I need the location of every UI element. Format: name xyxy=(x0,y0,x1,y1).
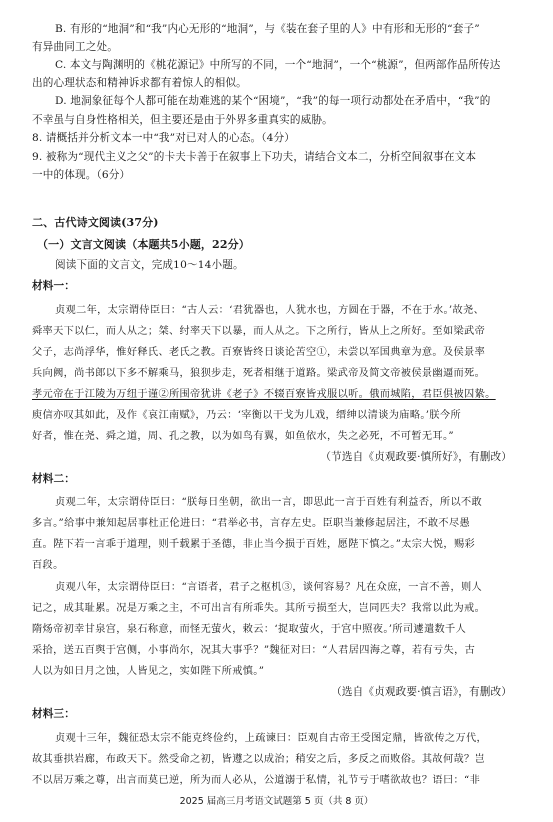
material-2-line-6: 记之，成其耻累。况是万乘之主，不可出言有所乖失。其所亏损至大，岂同匹夫？我常以此为戒。 xyxy=(32,603,486,614)
material-2-line-4: 百段。 xyxy=(32,560,64,571)
question-8: 8. 请概括并分析文本一中“我”对已对人的心态。（4分） xyxy=(32,132,296,144)
question-9-line-2: 一中的体现。（6分） xyxy=(32,169,131,181)
material-2-heading: 材料二： xyxy=(32,473,75,485)
material-1-line-2: 舜率天下以仁，而人从之；桀、纣率天下以暴，而人从之。下之所行，皆从上之所好。至如梁武帝 xyxy=(32,326,486,337)
material-2-line-2: 多言。”给事中兼知起居事杜正伦进曰：“君举必书，言存左史。臣职当兼修起居注，不敢不尽愚 xyxy=(32,518,471,529)
material-3-line-3: 不以居万乘之尊，出言而莫已逆，所为而人必从，公道溺于私情，礼节亏于嗜欲故也？语曰：“非 xyxy=(32,775,481,786)
page-footer: 2025 届高三月考语文试题第 5 页（共 8 页） xyxy=(179,796,374,807)
option-c-line-1: C. 本文与陶渊明的《桃花源记》中所写的不同，一个“地洞”，一个“桃源”，但两部作品所传达 xyxy=(55,59,501,71)
reading-instruction: 阅读下面的文言文，完成10～14小题。 xyxy=(55,259,244,271)
material-1-line-5-underlined: 孝元帝在于江陵为万纽于谨②所围帝犹讲《老子》不辍百寮皆戎服以听。俄而城陷，君臣俱被囚絷。 xyxy=(32,389,496,400)
material-2-line-1: 贞观二年，太宗谓侍臣曰：“朕每日坐朝，欲出一言，即思此一言于百姓有利益否，所以不敢 xyxy=(55,497,483,508)
option-d-line-2: 不幸虽与自身性格相关，但主要还是由于外界多重真实的威胁。 xyxy=(32,114,333,126)
option-d-line-1: D. 地洞象征每个人都可能在劫难逃的某个“困境”，“我”的每一项行动都处在矛盾中，“我”的 xyxy=(55,95,491,107)
material-1-line-4: 兵向阙，尚书郎以下多不解乘马，狼狈步走，死者相继于道路。梁武帝及简文帝被侯景幽逼而死。 xyxy=(32,368,486,379)
material-3-line-1: 贞观十三年，魏征恐太宗不能克终俭约，上疏谏曰：臣观自古帝王受图定鼎，皆欲传之万代， xyxy=(55,733,488,744)
material-2-source: （选自《贞观政要·慎言语》，有删改） xyxy=(331,686,512,698)
section-heading: 二、古代诗文阅读(37分) xyxy=(32,216,159,229)
material-2-line-5: 贞观八年，太宗谓侍臣曰：“言语者，君子之枢机③，谈何容易？凡在众庶，一言不善，则人 xyxy=(55,582,483,593)
material-1-line-6: 庾信亦叹其如此，及作《哀江南赋》，乃云：‘宰衡以干戈为儿戏，缙绅以清谈为庙略。’朕今所 xyxy=(32,410,462,421)
material-2-line-3: 直。陛下若一言乖于道理，则千载累于圣德，非止当今损于百姓，愿陛下慎之。”太宗大悦，赐彩 xyxy=(32,539,476,550)
subsection-heading: （一）文言文阅读（本题共5小题，22分） xyxy=(37,238,250,251)
material-3-heading: 材料三： xyxy=(32,708,75,720)
question-9-line-1: 9. 被称为“现代主义之父”的卡夫卡善于在叙事上下功夫，请结合文本二，分析空间叙事在文本 xyxy=(32,151,477,163)
option-c-line-2: 出的心理状态和精神诉求都有着惊人的相似。 xyxy=(32,77,247,89)
option-b-line-1: B. 有形的“地洞”和“我”内心无形的“地洞”，与《装在套子里的人》中有形和无形的“套子” xyxy=(55,23,480,35)
material-1-line-1: 贞观二年，太宗谓侍臣曰：“古人云：‘君犹器也，人犹水也，方圆在于器，不在于水。’故尧、 xyxy=(55,305,485,316)
material-2-line-7: 隋炀帝初幸甘泉宫，泉石称意，而怪无萤火，敕云：‘捉取萤火，于宫中照夜。’所司遽遣数千人 xyxy=(32,624,467,635)
material-1-source: （节选自《贞观政要·慎所好》，有删改） xyxy=(320,451,512,463)
material-3-line-2: 故其垂拱岩廊，布政天下。然受命之初，皆遵之以成治；稍安之后，多反之而败俗。其故何哉？岂 xyxy=(32,754,486,765)
material-1-heading: 材料一： xyxy=(32,280,75,292)
material-1-line-7: 好者，惟在尧、舜之道，周、孔之教，以为如鸟有翼，如鱼依水，失之必死，不可暂无耳。” xyxy=(32,431,454,442)
material-2-line-9: 人以为如日月之蚀，人皆见之，实如陛下所戒慎。” xyxy=(32,666,265,677)
material-1-line-3: 父子，志尚浮华，惟好释氏、老氏之教。百寮皆终日谈论苦空①，未尝以军国典章为意。及侯景率 xyxy=(32,347,486,358)
option-b-line-2: 有异曲同工之处。 xyxy=(32,41,118,53)
material-2-line-8: 采拾，送五百舆于宫侧，小事尚尔，况其大事乎？”魏征对曰：“人君居四海之尊，若有亏失，古 xyxy=(32,645,476,656)
